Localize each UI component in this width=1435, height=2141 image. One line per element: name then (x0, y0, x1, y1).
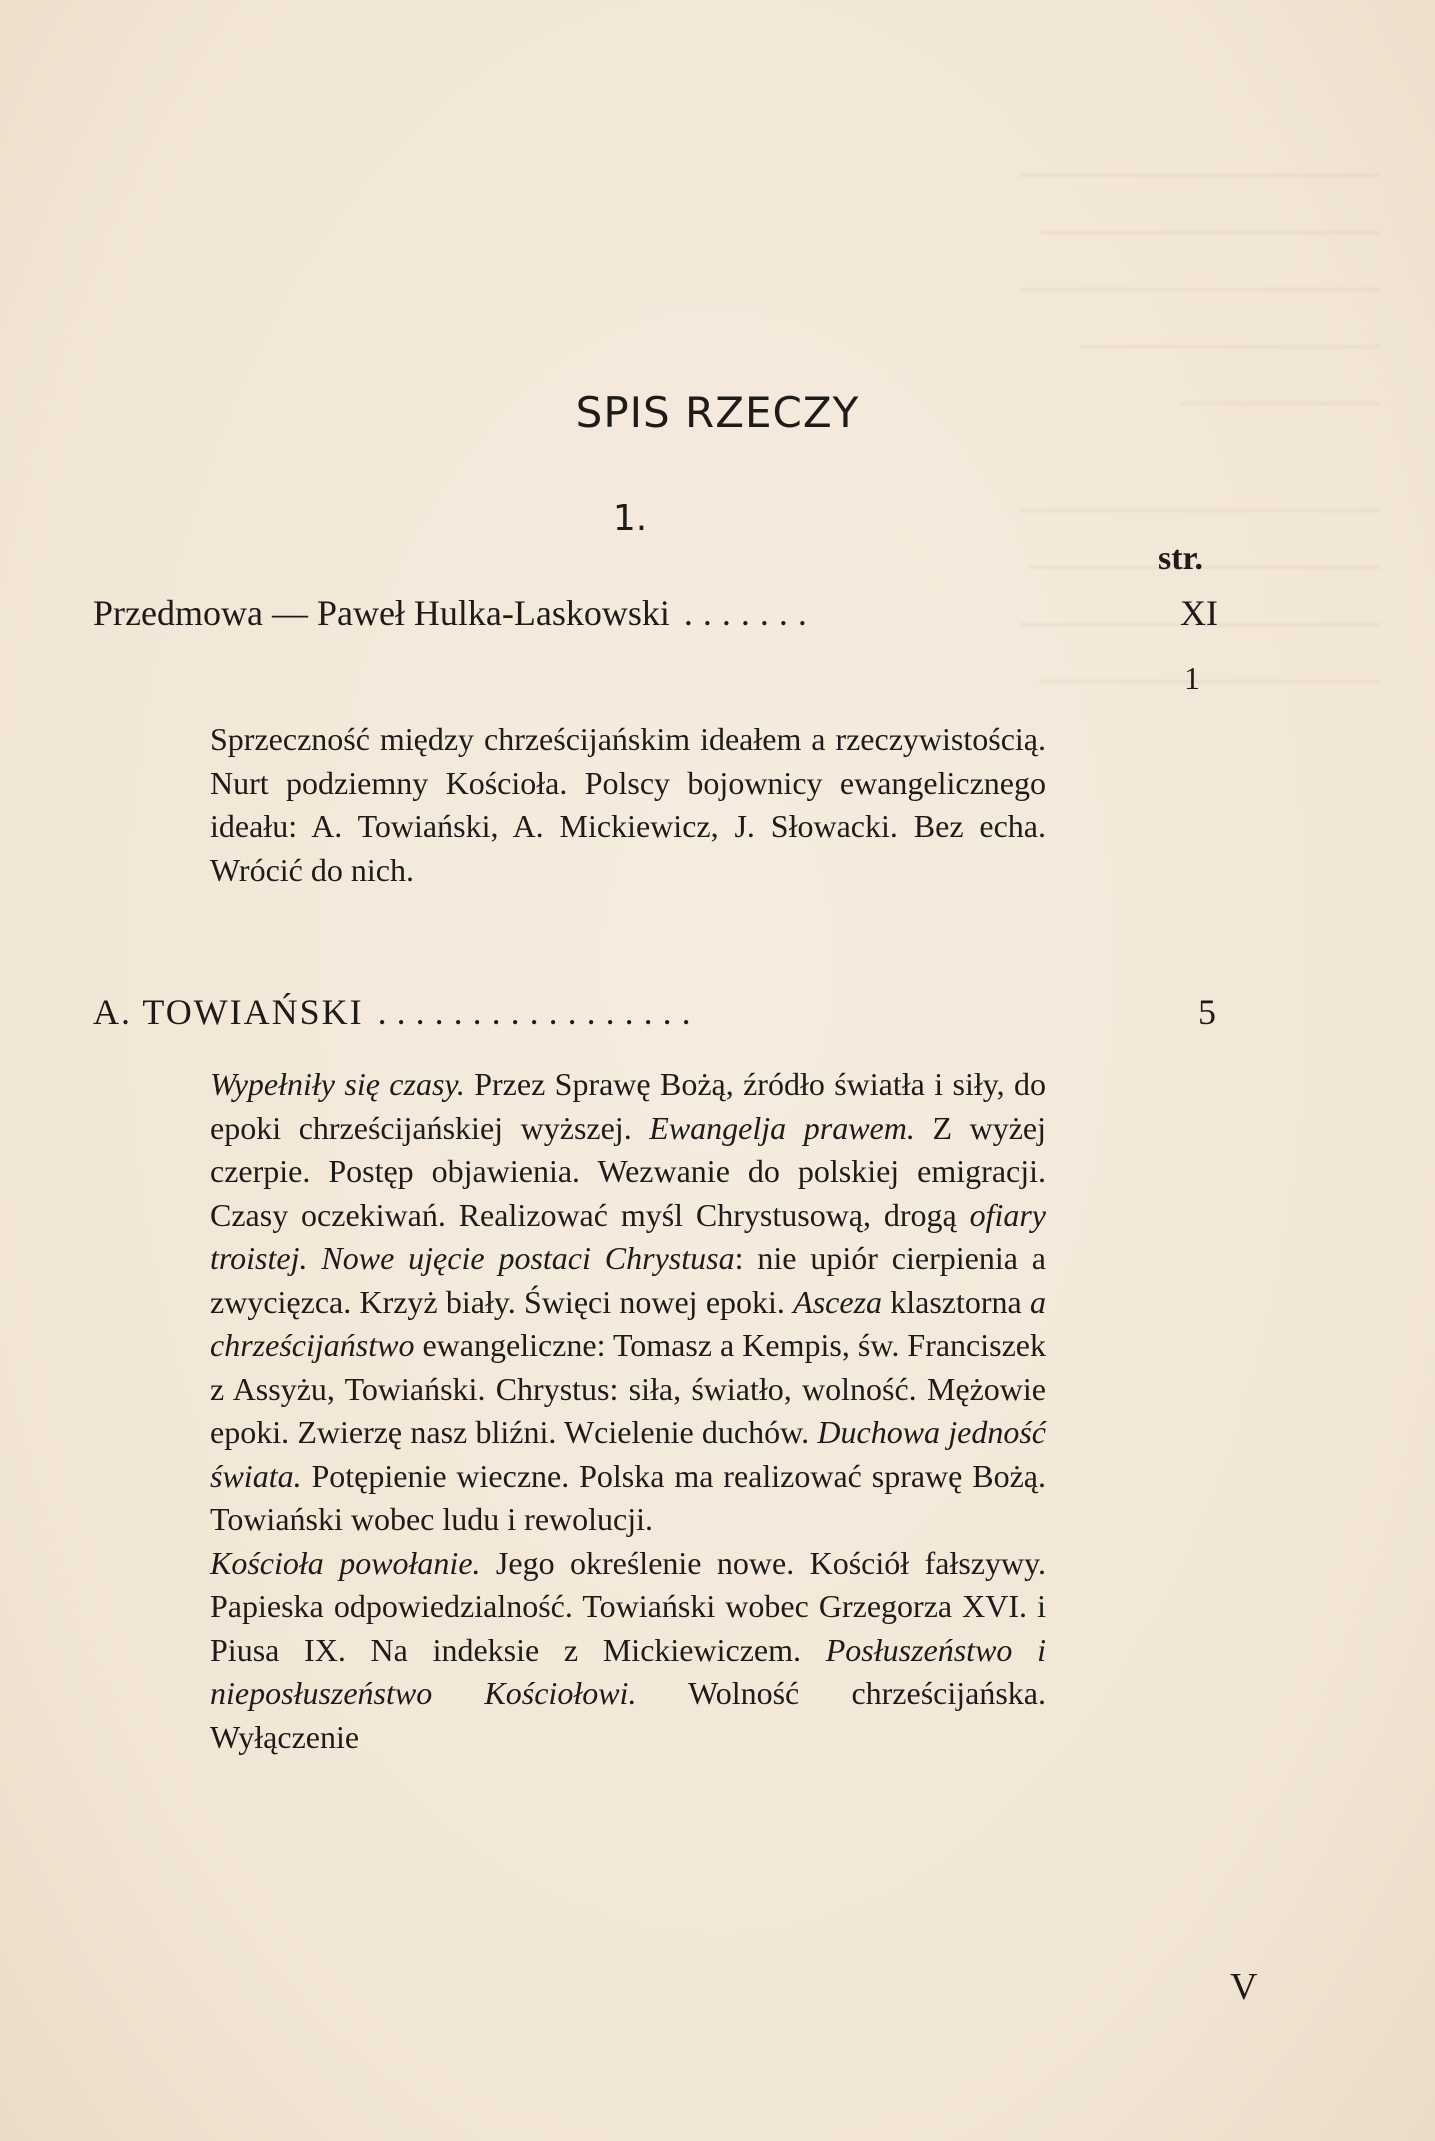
toc-entry-preface (93, 592, 1218, 634)
page-column-label: str. (1158, 540, 1204, 577)
summary-italic: Posłuszeństwo i nieposłuszeństwo Kościołowi. (210, 1631, 1047, 1711)
summary-text: ewangeliczne: Tomasz a Kempis, św. Franciszek z Assyżu, Towiański. Chrystus: siła, światło, wolność. Mężowie epoki. Zwierzę nasz bliźni. Wcielenie duchów. (210, 1327, 1046, 1450)
summary-italic: ofiary troistej. Nowe ujęcie postaci Chrystusa (210, 1196, 1046, 1276)
toc-entry-label: Przedmowa — Paweł Hulka-Laskowski (93, 593, 670, 633)
summary-paragraph (210, 1063, 1046, 1542)
toc-summary-intro: Sprzeczność między chrześcijańskim ideałem a rzeczywistością. Nurt podziemny Kościoła. Polscy bojownicy ewangelicznego ideału: A. Towiański, A. Mickiewicz, J. Słowacki. Bez echa. Wrócić do nich. (210, 721, 1046, 888)
summary-text: Z wyżej czerpie. Postęp objawienia. Wezwanie do polskiej emigracji. Czasy oczekiwań. Realizować myśl Chrystusową, drogą (210, 1109, 1046, 1233)
toc-page-number-intro: 1 (1184, 660, 1200, 696)
page-title: SPIS RZECZY (575, 388, 860, 437)
toc-summary-towianski (210, 1063, 1046, 1759)
summary-text: Potępienie wieczne. Polska ma realizować sprawę Bożą. Towiański wobec ludu i rewolucji. (210, 1457, 1046, 1537)
summary-italic: Ewangelja prawem. (649, 1109, 915, 1146)
summary-italic: Kościoła powołanie. (210, 1544, 481, 1581)
toc-dot-leader: ....... (683, 593, 817, 633)
summary-paragraph (210, 1542, 1046, 1760)
summary-text: Jego określenie nowe. Kościół fałszywy. Papieska odpowiedzialność. Towiański wobec Grzegorza XVI. i Piusa IX. Na indeksie z Mickiewiczem. (210, 1544, 1046, 1668)
part-number: 1. (612, 498, 648, 539)
toc-entry-label: A. TOWIAŃSKI (93, 992, 364, 1032)
summary-italic: Duchowa jedność świata. (210, 1414, 1047, 1494)
page-folio: V (1230, 1966, 1258, 2008)
summary-text: Przez Sprawę Bożą, źródło światła i siły, do epoki chrześcijańskiej wyższej. (210, 1066, 1047, 1146)
toc-page-number: XI (1180, 593, 1218, 633)
summary-text: Wolność chrześcijańska. Wyłączenie (210, 1675, 1047, 1755)
summary-italic: Wypełniły się czasy. (210, 1066, 465, 1102)
summary-text: klasztorna (882, 1283, 1031, 1320)
toc-page-number: 5 (1198, 992, 1218, 1032)
toc-dot-leader: ................. (377, 992, 701, 1032)
summary-italic: Asceza (793, 1283, 883, 1320)
summary-italic: a chrześcijaństwo (210, 1283, 1047, 1363)
summary-text: : nie upiór cierpienia a zwycięzca. Krzyż biały. Święci nowej epoki. (210, 1240, 1046, 1320)
toc-entry-towianski (93, 991, 1218, 1033)
